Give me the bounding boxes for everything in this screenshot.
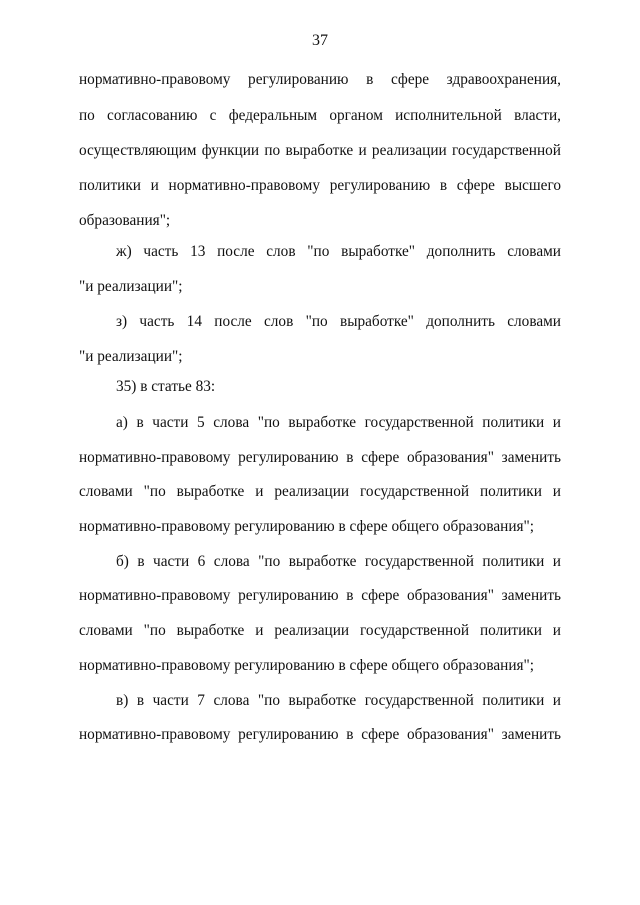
text-line: в) в части 7 слова "по выработке государственной политики и — [116, 692, 561, 709]
text-line: политики и нормативно-правовому регулированию в сфере высшего — [79, 177, 561, 194]
text-line: "и реализации"; — [79, 278, 183, 295]
text-line: нормативно-правовому регулированию в сфере общего образования"; — [79, 518, 535, 535]
text-line: нормативно-правовому регулированию в сфере образования" заменить — [79, 726, 561, 743]
page-number: 37 — [312, 32, 328, 49]
text-line: "и реализации"; — [79, 348, 183, 365]
text-line: ж) часть 13 после слов "по выработке" дополнить словами — [116, 243, 561, 260]
text-line: словами "по выработке и реализации государственной политики и — [79, 483, 561, 500]
text-line: по согласованию с федеральным органом исполнительной власти, — [79, 107, 561, 124]
text-line: нормативно-правовому регулированию в сфере здравоохранения, — [79, 71, 561, 88]
text-line: словами "по выработке и реализации государственной политики и — [79, 622, 561, 639]
text-line: нормативно-правовому регулированию в сфере общего образования"; — [79, 657, 535, 674]
text-line: б) в части 6 слова "по выработке государственной политики и — [116, 553, 561, 570]
text-line: образования"; — [79, 212, 171, 229]
text-line: з) часть 14 после слов "по выработке" дополнить словами — [116, 313, 561, 330]
text-line: а) в части 5 слова "по выработке государственной политики и — [116, 414, 561, 431]
text-line: нормативно-правовому регулированию в сфере образования" заменить — [79, 449, 561, 466]
text-line: осуществляющим функции по выработке и реализации государственной — [79, 142, 561, 159]
text-line: 35) в статье 83: — [116, 378, 216, 395]
text-line: нормативно-правовому регулированию в сфере образования" заменить — [79, 587, 561, 604]
